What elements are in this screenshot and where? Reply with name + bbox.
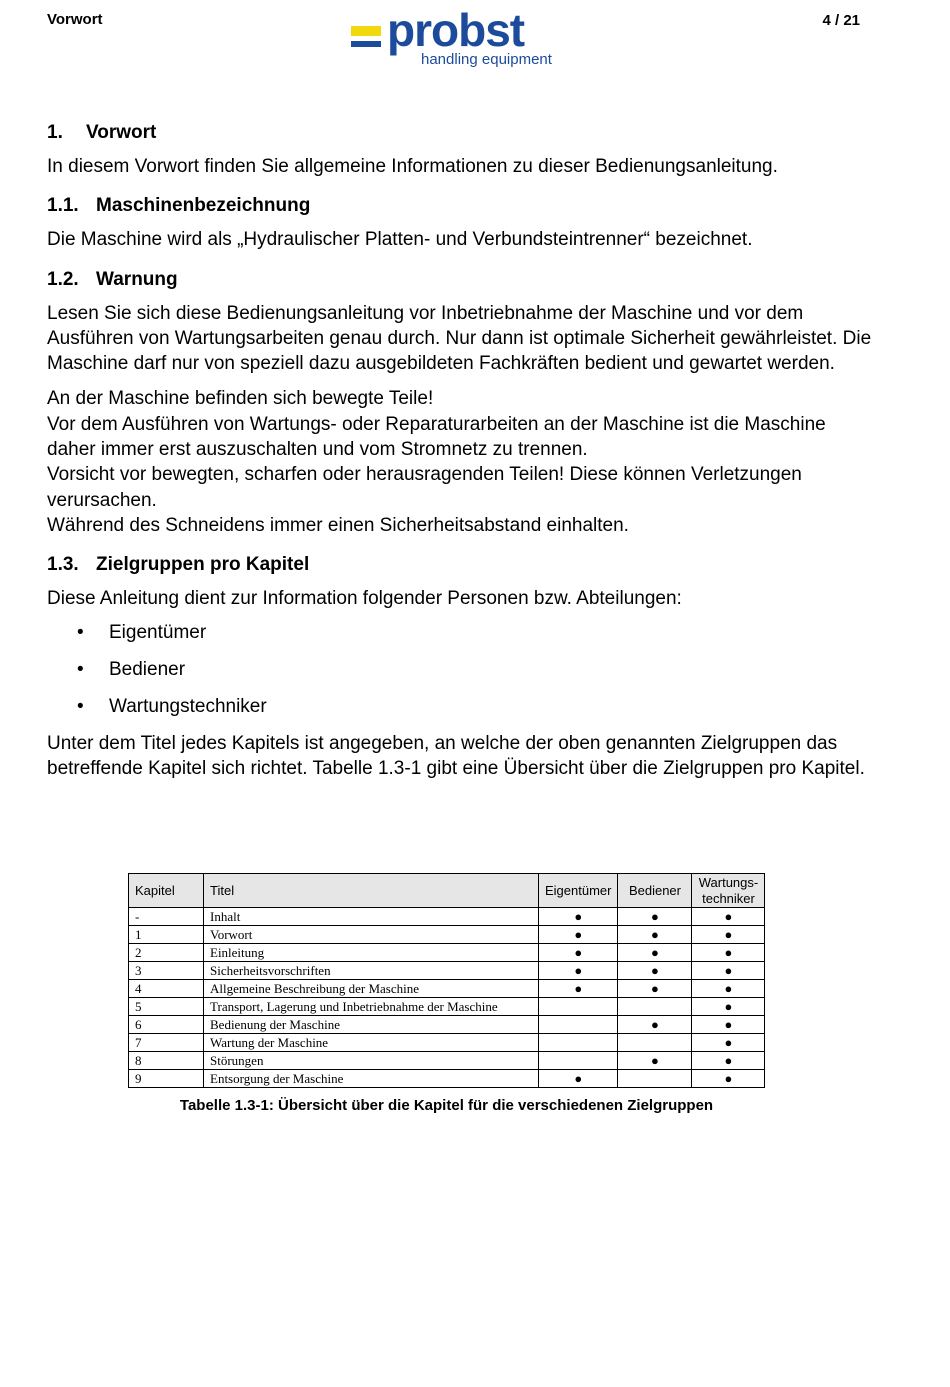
logo-mark-icon [351,26,381,47]
list-item-label: Eigentümer [109,621,207,643]
paragraph-vorwort: In diesem Vorwort finden Sie allgemeine Informationen zu dieser Bedienungsanleitung. [47,156,778,177]
table-row [129,962,765,980]
cell-bediener [618,1034,692,1052]
cell-titel: Vorwort [204,926,539,944]
cell-kapitel: - [129,908,204,926]
column-header-line: Wartungs- [698,874,759,890]
cell-wartungstechniker: ● [692,926,765,944]
heading-zielgruppen [47,554,877,576]
cell-eigentuemer [539,1052,618,1070]
bullet-icon: • [77,658,84,680]
heading-number: 1.1. [47,195,79,217]
cell-eigentuemer: ● [539,1070,618,1088]
list-item [47,657,877,682]
cell-wartungstechniker: ● [692,1034,765,1052]
cell-eigentuemer: ● [539,944,618,962]
cell-eigentuemer [539,998,618,1016]
heading-title: Zielgruppen pro Kapitel [96,554,310,576]
list-item-label: Bediener [109,658,186,680]
cell-kapitel: 5 [129,998,204,1016]
paragraph-warnung-1: Lesen Sie sich diese Bedienungsanleitung vor Inbetriebnahme der Maschine und vor dem Ausführen von Wartungsarbeiten genau durch. Nur dann ist optimale Sicherheit gewährleistet. Die Maschine darf nur von speziell dazu ausgebildeten Fachkräften bedient und gewartet werden. [47,302,872,375]
cell-titel: Transport, Lagerung und Inbetriebnahme der Maschine [204,998,539,1016]
cell-titel: Entsorgung der Maschine [204,1070,539,1088]
table-row [129,980,765,998]
table-body [129,908,765,1088]
page-content [47,122,877,781]
cell-wartungstechniker: ● [692,1016,765,1034]
table-row [129,1052,765,1070]
cell-titel: Inhalt [204,908,539,926]
cell-eigentuemer: ● [539,908,618,926]
heading-warnung [47,269,877,291]
table-row [129,1016,765,1034]
table-header-row [129,874,765,908]
cell-bediener: ● [618,1052,692,1070]
cell-eigentuemer [539,1034,618,1052]
table-row [129,1070,765,1088]
logo-tagline: handling equipment [421,51,552,68]
cell-kapitel: 7 [129,1034,204,1052]
cell-titel: Bedienung der Maschine [204,1016,539,1034]
paragraph-warnung-line-3: Vorsicht vor bewegten, scharfen oder herausragenden Teilen! Diese können Verletzungen verursachen. [47,464,802,511]
cell-bediener: ● [618,944,692,962]
cell-kapitel: 1 [129,926,204,944]
paragraph-zielgruppen-intro: Diese Anleitung dient zur Information folgender Personen bzw. Abteilungen: [47,588,682,610]
table-caption: Tabelle 1.3-1: Übersicht über die Kapitel für die verschiedenen Zielgruppen [179,1097,714,1114]
target-group-list [47,620,877,719]
cell-wartungstechniker: ● [692,998,765,1016]
cell-kapitel: 3 [129,962,204,980]
heading-number: 1.3. [47,554,79,576]
header-section-title: Vorwort [47,11,103,28]
cell-kapitel: 6 [129,1016,204,1034]
heading-title: Vorwort [86,122,157,143]
cell-wartungstechniker: ● [692,1052,765,1070]
cell-bediener: ● [618,1016,692,1034]
cell-titel: Störungen [204,1052,539,1070]
table-row [129,908,765,926]
column-header-bediener: Bediener [618,874,692,908]
heading-vorwort [47,122,877,144]
column-header-titel: Titel [204,874,539,908]
paragraph-warnung-line-1: An der Maschine befinden sich bewegte Teile! [47,388,434,410]
cell-wartungstechniker: ● [692,1070,765,1088]
cell-titel: Wartung der Maschine [204,1034,539,1052]
column-header-eigentuemer: Eigentümer [539,874,618,908]
target-group-table [128,873,765,1088]
list-item [47,620,877,645]
paragraph-warnung-line-2: Vor dem Ausführen von Wartungs- oder Reparaturarbeiten an der Maschine ist die Maschine daher immer erst auszuschalten und vom Stromnetz zu trennen. [47,413,826,461]
heading-title: Maschinenbezeichnung [96,195,311,217]
cell-eigentuemer: ● [539,926,618,944]
cell-wartungstechniker: ● [692,980,765,998]
paragraph-warnung-line-4: Während des Schneidens immer einen Sicherheitsabstand einhalten. [47,514,629,536]
column-header-wartungstechniker [692,874,765,908]
cell-bediener: ● [618,926,692,944]
page-number: 4 / 21 [822,12,860,29]
column-header-kapitel: Kapitel [129,874,204,908]
table-row [129,998,765,1016]
cell-wartungstechniker: ● [692,962,765,980]
heading-number: 1.2. [47,268,79,290]
cell-kapitel: 8 [129,1052,204,1070]
cell-bediener [618,1070,692,1088]
cell-wartungstechniker: ● [692,944,765,962]
cell-bediener: ● [618,980,692,998]
heading-number: 1. [47,122,63,143]
bullet-icon: • [77,621,84,643]
cell-eigentuemer [539,1016,618,1034]
probst-logo [351,4,571,72]
table-row [129,944,765,962]
cell-bediener: ● [618,908,692,926]
cell-kapitel: 9 [129,1070,204,1088]
list-item-label: Wartungstechniker [109,695,267,717]
table-row [129,1034,765,1052]
logo-word: probst [387,4,525,56]
heading-maschinenbezeichnung [47,195,877,217]
cell-titel: Allgemeine Beschreibung der Maschine [204,980,539,998]
paragraph-maschinenbezeichnung: Die Maschine wird als „Hydraulischer Platten- und Verbundsteintrenner“ bezeichnet. [47,229,753,251]
cell-kapitel: 4 [129,980,204,998]
cell-bediener [618,998,692,1016]
heading-title: Warnung [96,268,178,290]
table-row [129,926,765,944]
column-header-line: techniker [702,890,755,906]
cell-kapitel: 2 [129,944,204,962]
cell-bediener: ● [618,962,692,980]
list-item [47,694,877,719]
bullet-icon: • [77,695,84,717]
cell-wartungstechniker: ● [692,908,765,926]
cell-eigentuemer: ● [539,980,618,998]
cell-titel: Sicherheitsvorschriften [204,962,539,980]
cell-titel: Einleitung [204,944,539,962]
cell-eigentuemer: ● [539,962,618,980]
paragraph-zielgruppen-outro: Unter dem Titel jedes Kapitels ist angegeben, an welche der oben genannten Zielgruppen das betreffende Kapitel sich richtet. Tabelle 1.3-1 gibt eine Übersicht über die Zielgruppen pro Kapitel. [47,732,865,779]
